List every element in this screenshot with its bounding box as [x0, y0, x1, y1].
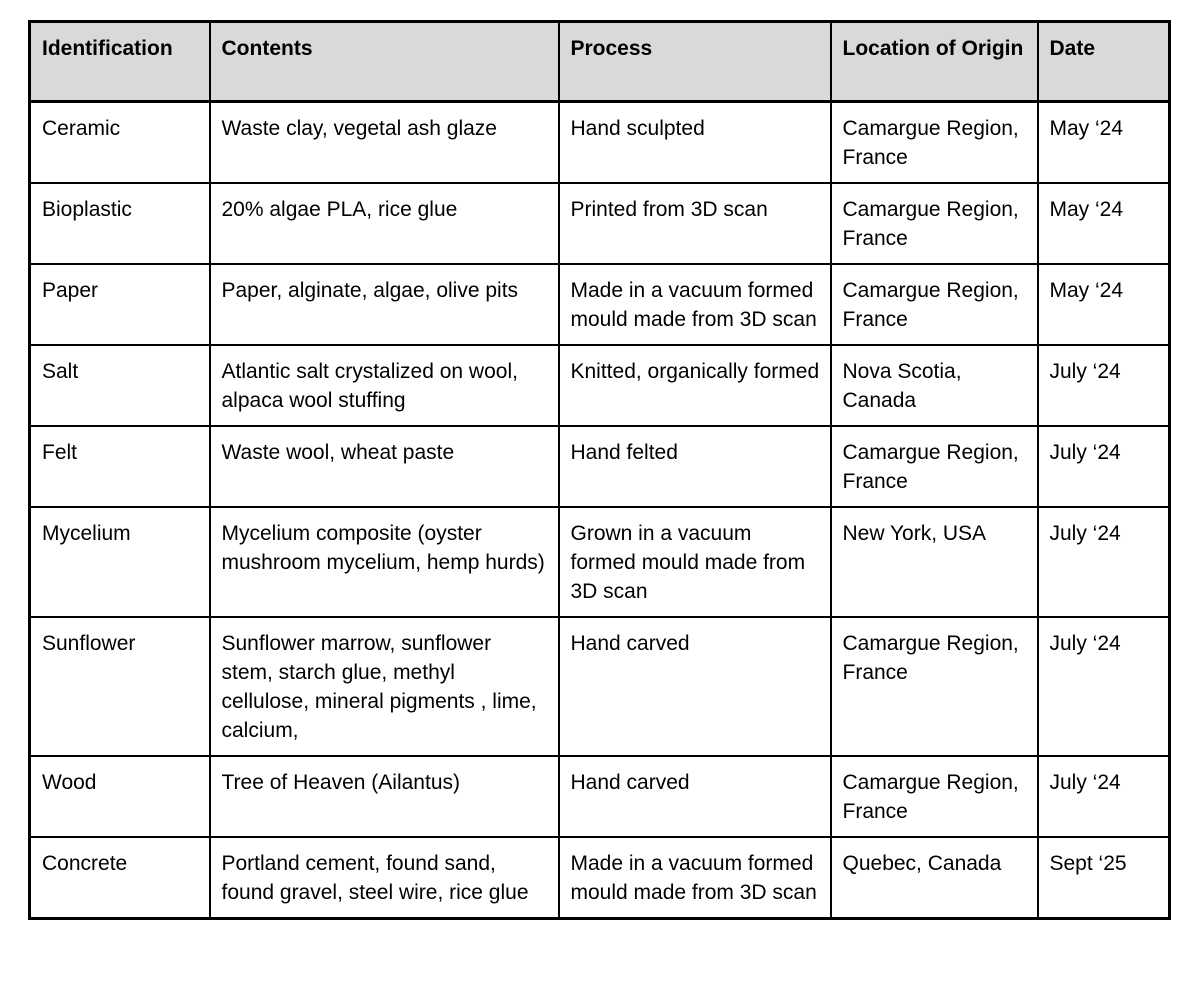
cell-identification: [30, 756, 210, 837]
cell-contents: [210, 183, 559, 264]
table-header: [30, 22, 1170, 102]
cell-location: [831, 102, 1038, 184]
cell-value: Paper, alginate, algae, olive pits: [221, 279, 519, 302]
cell-date: [1038, 507, 1170, 617]
cell-value: Mycelium composite (oyster mushroom mycelium, hemp hurds): [221, 522, 545, 574]
table-body: [30, 102, 1170, 919]
cell-location: [831, 837, 1038, 919]
column-header-label: Contents: [221, 37, 313, 60]
cell-location: [831, 507, 1038, 617]
cell-process: [559, 617, 831, 756]
column-header-identification: [30, 22, 210, 102]
cell-date: [1038, 102, 1170, 184]
cell-value: Camargue Region, France: [842, 771, 1019, 823]
cell-value: Hand felted: [570, 441, 678, 464]
cell-identification: [30, 617, 210, 756]
cell-value: Felt: [42, 441, 78, 464]
cell-value: Sunflower marrow, sunflower stem, starch glue, methyl cellulose, mineral pigments , lime, calcium,: [221, 632, 537, 742]
cell-identification: [30, 837, 210, 919]
cell-value: Made in a vacuum formed mould made from 3D scan: [570, 279, 817, 331]
cell-identification: [30, 183, 210, 264]
cell-location: [831, 756, 1038, 837]
cell-value: July ‘24: [1049, 522, 1121, 545]
cell-value: Camargue Region, France: [842, 279, 1019, 331]
table-row: [30, 756, 1170, 837]
cell-location: [831, 426, 1038, 507]
table-header-row: [30, 22, 1170, 102]
cell-identification: [30, 102, 210, 184]
cell-contents: [210, 617, 559, 756]
materials-table: [28, 20, 1171, 920]
cell-process: [559, 183, 831, 264]
cell-value: May ‘24: [1049, 198, 1124, 221]
cell-contents: [210, 345, 559, 426]
table-row: [30, 264, 1170, 345]
cell-identification: [30, 507, 210, 617]
cell-value: Grown in a vacuum formed mould made from 3D scan: [570, 522, 806, 603]
cell-location: [831, 264, 1038, 345]
table-row: [30, 102, 1170, 184]
cell-value: 20% algae PLA, rice glue: [221, 198, 458, 221]
table-row: [30, 837, 1170, 919]
column-header-contents: [210, 22, 559, 102]
cell-process: [559, 507, 831, 617]
cell-value: May ‘24: [1049, 279, 1124, 302]
cell-value: Printed from 3D scan: [570, 198, 768, 221]
cell-value: Waste wool, wheat paste: [221, 441, 455, 464]
cell-value: Wood: [42, 771, 97, 794]
cell-value: Camargue Region, France: [842, 441, 1019, 493]
cell-value: July ‘24: [1049, 632, 1121, 655]
cell-value: July ‘24: [1049, 771, 1121, 794]
column-header-label: Identification: [42, 37, 173, 60]
cell-location: [831, 345, 1038, 426]
cell-date: [1038, 837, 1170, 919]
cell-value: Salt: [42, 360, 79, 383]
column-header-label: Process: [570, 37, 653, 60]
cell-value: July ‘24: [1049, 441, 1121, 464]
cell-value: Bioplastic: [42, 198, 132, 221]
cell-process: [559, 264, 831, 345]
cell-value: Hand carved: [570, 771, 690, 794]
table-row: [30, 183, 1170, 264]
column-header-label: Location of Origin: [842, 37, 1024, 60]
column-header-process: [559, 22, 831, 102]
cell-location: [831, 183, 1038, 264]
cell-value: Made in a vacuum formed mould made from 3D scan: [570, 852, 817, 904]
table-row: [30, 507, 1170, 617]
cell-date: [1038, 183, 1170, 264]
cell-value: Ceramic: [42, 117, 121, 140]
cell-contents: [210, 837, 559, 919]
cell-value: Mycelium: [42, 522, 131, 545]
cell-date: [1038, 426, 1170, 507]
cell-process: [559, 756, 831, 837]
cell-identification: [30, 345, 210, 426]
cell-value: Camargue Region, France: [842, 117, 1019, 169]
cell-process: [559, 426, 831, 507]
cell-value: Waste clay, vegetal ash glaze: [221, 117, 497, 140]
cell-process: [559, 837, 831, 919]
table-row: [30, 617, 1170, 756]
cell-value: Concrete: [42, 852, 128, 875]
column-header-date: [1038, 22, 1170, 102]
cell-contents: [210, 507, 559, 617]
cell-value: Camargue Region, France: [842, 632, 1019, 684]
cell-value: Portland cement, found sand, found gravel, steel wire, rice glue: [221, 852, 529, 904]
cell-value: July ‘24: [1049, 360, 1121, 383]
cell-value: May ‘24: [1049, 117, 1124, 140]
cell-contents: [210, 426, 559, 507]
column-header-location: [831, 22, 1038, 102]
cell-value: Paper: [42, 279, 99, 302]
cell-value: Tree of Heaven (Ailantus): [221, 771, 460, 794]
cell-contents: [210, 756, 559, 837]
cell-value: Knitted, organically formed: [570, 360, 820, 383]
materials-table-container: [28, 20, 1168, 920]
cell-value: Atlantic salt crystalized on wool, alpaca wool stuffing: [221, 360, 518, 412]
cell-identification: [30, 426, 210, 507]
cell-value: Hand carved: [570, 632, 690, 655]
cell-value: Sunflower: [42, 632, 136, 655]
cell-location: [831, 617, 1038, 756]
cell-date: [1038, 345, 1170, 426]
cell-value: Quebec, Canada: [842, 852, 1002, 875]
cell-date: [1038, 617, 1170, 756]
cell-process: [559, 102, 831, 184]
table-row: [30, 426, 1170, 507]
cell-value: Sept ‘25: [1049, 852, 1127, 875]
table-row: [30, 345, 1170, 426]
cell-process: [559, 345, 831, 426]
cell-date: [1038, 264, 1170, 345]
column-header-label: Date: [1049, 37, 1096, 60]
cell-contents: [210, 102, 559, 184]
cell-value: Nova Scotia, Canada: [842, 360, 962, 412]
cell-contents: [210, 264, 559, 345]
cell-date: [1038, 756, 1170, 837]
cell-identification: [30, 264, 210, 345]
cell-value: Camargue Region, France: [842, 198, 1019, 250]
cell-value: New York, USA: [842, 522, 987, 545]
cell-value: Hand sculpted: [570, 117, 705, 140]
